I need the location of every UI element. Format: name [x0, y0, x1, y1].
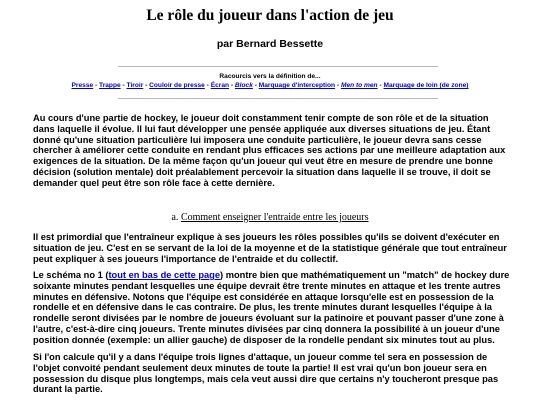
- author-line: par Bernard Bessette: [216, 38, 324, 50]
- shortcut-link[interactable]: Trappe: [99, 82, 121, 89]
- shortcut-link[interactable]: Tiroir: [126, 82, 144, 89]
- shortcut-link[interactable]: Couloir de presse: [149, 82, 205, 89]
- shortcut-link[interactable]: Marquage de loin (de zone): [383, 82, 469, 89]
- section-letter: a.: [171, 212, 179, 223]
- shortcut-link[interactable]: Marquage d'interception: [258, 82, 336, 89]
- shortcut-link[interactable]: Men to men: [340, 82, 378, 89]
- intro-paragraph: Au cours d'une partie de hockey, le joueur doit constamment tenir compte de son rôle et de la situation dans laquelle il évolue. Il lui faut développer une pensée appliquée aux diverses situations de jeu. Étant donné qu'une situation particulière lui imposera une conduite particulière, le joueur devra sans cesse chercher à améliorer cette conduite en rendant plus efficaces ses actions par une meilleure adaptation aux exigences de la situation. De la même façon qu'un joueur qui veut être en mesure de prendre une bonne décision (solution mentale) doit préalablement percevoir la situation dans laquelle il se trouve, il doit se demander quel peut être son rôle face à cette dernière.: [33, 113, 506, 188]
- schema-text-after: ) montre bien que mathématiquement un "match" de hockey dure soixante minutes pendant lesquelles une équipe devrait être trente minutes en attaque et les trente autres minutes en défensive. Notons que l'équipe est considérée en attaque lorsqu'elle est en possession de la rondelle et en défensive dans le cas contraire. De plus, les trente minutes durant lesquelles l'équipe à la rondelle seront divisées par le nombre de joueurs évoluant sur la patinoire et pouvant passer d'une zone à l'autre, c'est-à-dire cinq joueurs. Trente minutes divisées par cinq donnera la possibilité à un joueur d'une position donnée (exemple: un allier gauche) de disposer de la rondelle pendant six minutes tout au plus.: [33, 270, 510, 345]
- nav-separator: -: [143, 82, 150, 89]
- shortcuts-label: Racourcis vers la définition de...: [219, 73, 321, 80]
- shortcut-link[interactable]: Block: [234, 82, 253, 89]
- nav-separator: -: [93, 82, 100, 89]
- shortcut-link[interactable]: Écran: [210, 82, 230, 89]
- paragraph-schema: [33, 270, 511, 346]
- paragraph-role: Il est primordial que l'entraîneur explique à ses joueurs les rôles possibles qu'ils se doivent d'exécuter en situation de jeu. C'est en se servant de la loi de la moyenne et de la statistique générale que tout entraîneur peut expliquer à ses joueurs l'importance de l'entraide et du collectif.: [33, 232, 507, 264]
- nav-separator: -: [204, 82, 211, 89]
- section-heading: [0, 212, 540, 223]
- top-divider: [118, 66, 438, 67]
- schema-text-before: Le schéma no 1 (: [33, 270, 109, 280]
- section-title: Comment enseigner l'entraide entre les joueurs: [180, 212, 369, 223]
- bottom-divider: [118, 98, 438, 99]
- nav-separator: -: [252, 82, 259, 89]
- nav-separator: -: [120, 82, 127, 89]
- nav-separator: -: [335, 82, 341, 89]
- nav-separator: -: [377, 82, 384, 89]
- schema-link[interactable]: tout en bas de cette page: [108, 270, 221, 280]
- paragraph-lines: Si l'on calcule qu'il y a dans l'équipe trois lignes d'attaque, un joueur comme tel sera en possession de l'objet convoité pendant seulement deux minutes de toute la partie! Il est vrai qu'un bon joueur sera en possession du disque plus longtemps, mais cela veut aussi dire que certains n'y toucheront presque pas durant la partie.: [33, 352, 499, 395]
- nav-separator: -: [229, 82, 235, 89]
- page-title: Le rôle du joueur dans l'action de jeu: [146, 7, 394, 24]
- shortcuts-nav: [0, 82, 540, 89]
- shortcut-link[interactable]: Presse: [71, 82, 94, 89]
